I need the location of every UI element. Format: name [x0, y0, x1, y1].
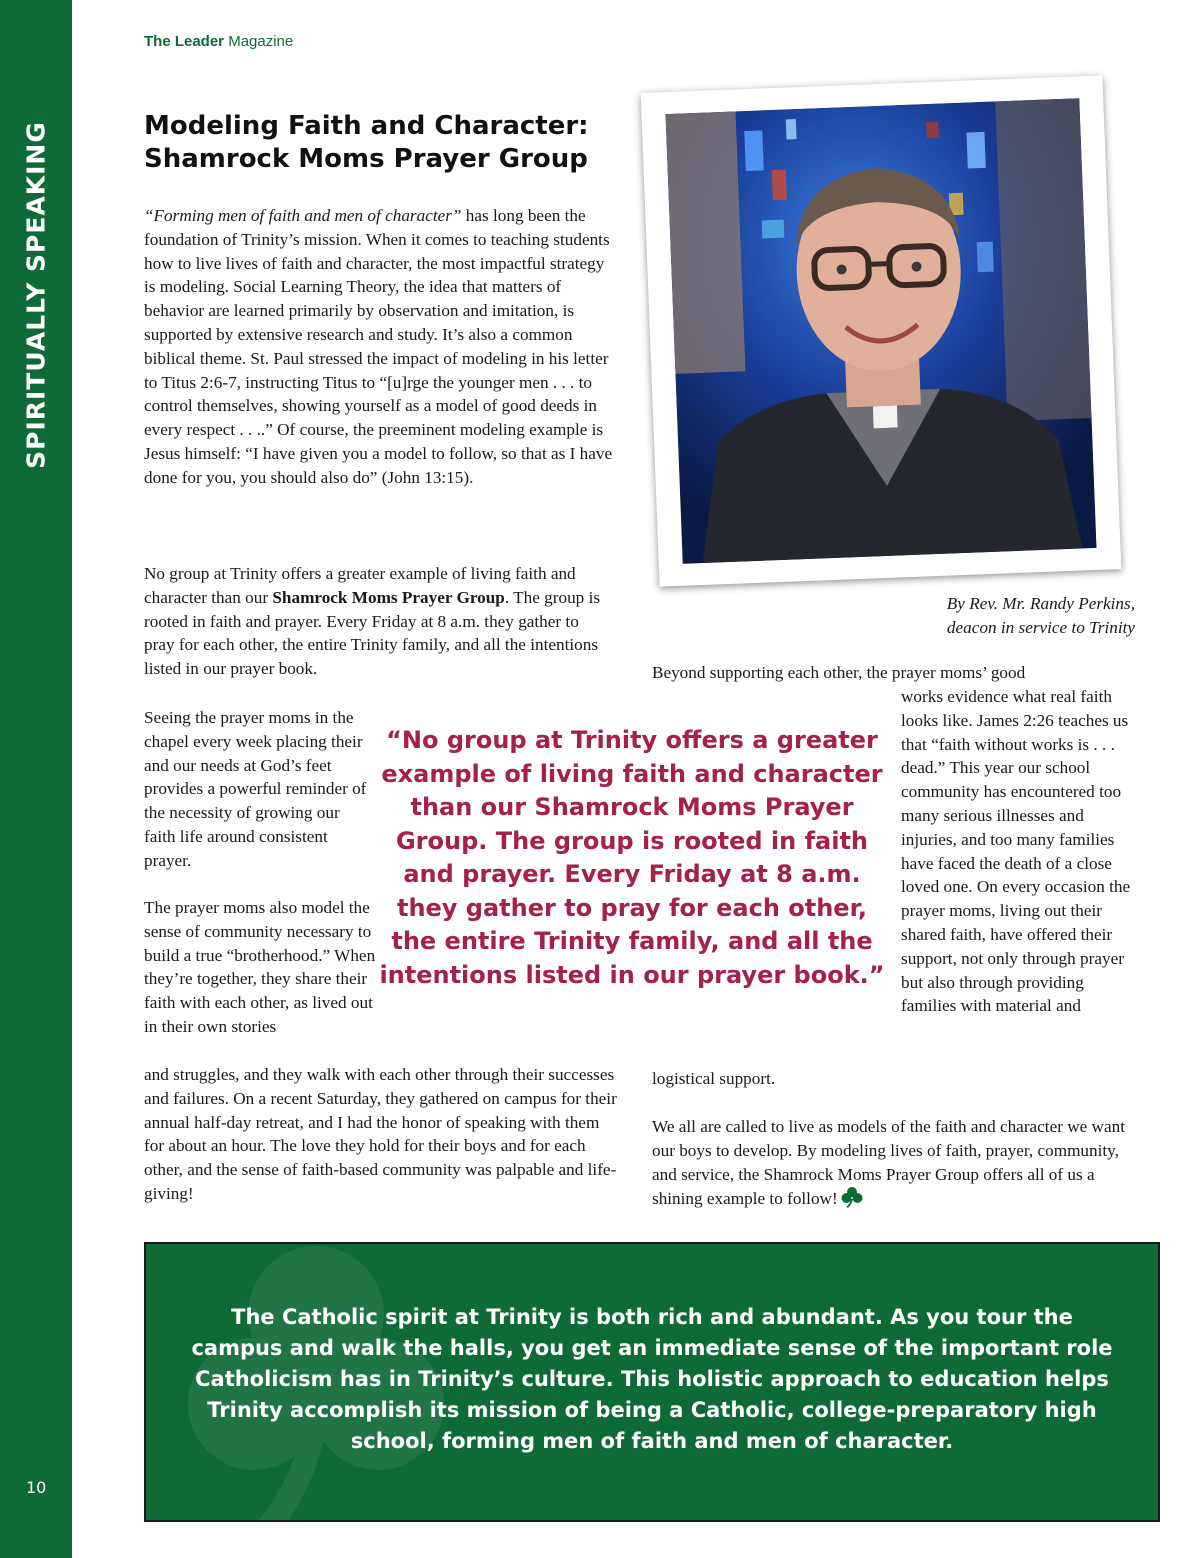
mission-quote: “Forming men of faith and men of character” — [144, 206, 462, 225]
author-photo — [666, 98, 1097, 564]
pull-quote: “No group at Trinity offers a greater example of living faith and character than our Shamrock Moms Prayer Group. The group is rooted in faith and prayer. Every Friday at 8 a.m. they gather to pray for each other, the entire Trinity family, and all the intentions listed in our prayer book.” — [379, 726, 885, 989]
paragraph-2-end: . The group is rooted in faith and prayer. Every Friday at 8 a.m. they gather to pray for each other, the entire Trinity family, and all the intentions listed in our prayer book. — [144, 587, 601, 679]
paragraph-5-first-line: Beyond supporting each other, the prayer moms’ good — [652, 663, 1026, 682]
page-number: 10 — [26, 1478, 47, 1497]
paragraph-6-body: We all are called to live as models of the faith and character we want our boys to develop. By modeling lives of faith, prayer, community, and service, the Shamrock Moms Prayer Group offers all of us a shining example to follow! — [652, 1117, 1125, 1209]
portrait-illustration — [666, 98, 1097, 564]
article-title: Modeling Faith and Character: Shamrock Moms Prayer Group — [144, 111, 589, 174]
group-name: Shamrock Moms Prayer Group — [272, 587, 505, 607]
paragraph-3: Seeing the prayer moms in the chapel every week placing their and our needs at God’s feet provides a powerful reminder of the necessity of growing our faith life around consistent prayer. — [144, 708, 367, 870]
paragraph-5-last-line: logistical support. — [652, 1069, 776, 1088]
paragraph-4-narrow: The prayer moms also model the sense of community necessary to build a true “brotherhood.” When they’re together, they share their faith with each other, as lived out in their own stories — [144, 898, 376, 1036]
paragraph-2 — [144, 562, 606, 681]
section-label: SPIRITUALLY SPEAKING — [21, 121, 51, 469]
photo-frame — [641, 75, 1122, 586]
byline-author: By Rev. Mr. Randy Perkins, — [946, 594, 1135, 613]
paragraph-6 — [652, 1115, 1132, 1215]
paragraph-1 — [144, 204, 616, 490]
mission-banner — [144, 1242, 1160, 1522]
paragraph-5-narrow: works evidence what real faith looks like. James 2:26 teaches us that “faith without works is . . . dead.” This year our school community has encountered too many serious illnesses and injuries, and too many families have faced the death of a close loved one. On every occasion the prayer moms, living out their shared faith, have offered their support, not only through prayer but also through providing families with material and — [901, 687, 1131, 1016]
byline — [880, 592, 1135, 640]
masthead-suffix: Magazine — [228, 33, 294, 50]
paragraph-1-body: has long been the foundation of Trinity’s mission. When it comes to teaching students how to live lives of faith and character, the most impactful strategy is modeling. Social Learning Theory, the idea that matters of behavior are learned primarily by observation and imitation, is supported by extensive research and study. It’s also a common biblical theme. St. Paul stressed the impact of modeling in his letter to Titus 2:6-7, instructing Titus to “[u]rge the younger men . . . to control themselves, showing yourself as a model of good deeds in every respect . . ..” Of course, the preeminent modeling example is Jesus himself: “I have given you a model to follow, so that as I have done for you, you should also do” (John 13:15). — [144, 206, 613, 487]
sidebar — [0, 0, 72, 1558]
paragraph-4-wide: and struggles, and they walk with each other through their successes and failures. On a recent Saturday, they gathered on campus for their annual half-day retreat, and I had the honor of speaking with them for about an hour. The love they hold for their boys and for each other, and the sense of faith-based community was palpable and life-giving! — [144, 1065, 617, 1203]
banner-text: The Catholic spirit at Trinity is both rich and abundant. As you tour the campus and walk the halls, you get an immediate sense of the important role Catholicism has in Trinity’s culture. This holistic approach to education helps Trinity accomplish its mission of being a Catholic, college-preparatory high school, forming men of faith and men of character. — [191, 1305, 1113, 1453]
paragraph-2-start: No group at Trinity offers a greater example of living faith and character than our — [144, 564, 576, 607]
masthead-brand: The Leader — [144, 33, 225, 50]
shamrock-icon — [841, 1186, 863, 1215]
byline-role: deacon in service to Trinity — [946, 618, 1135, 637]
masthead — [144, 33, 293, 50]
